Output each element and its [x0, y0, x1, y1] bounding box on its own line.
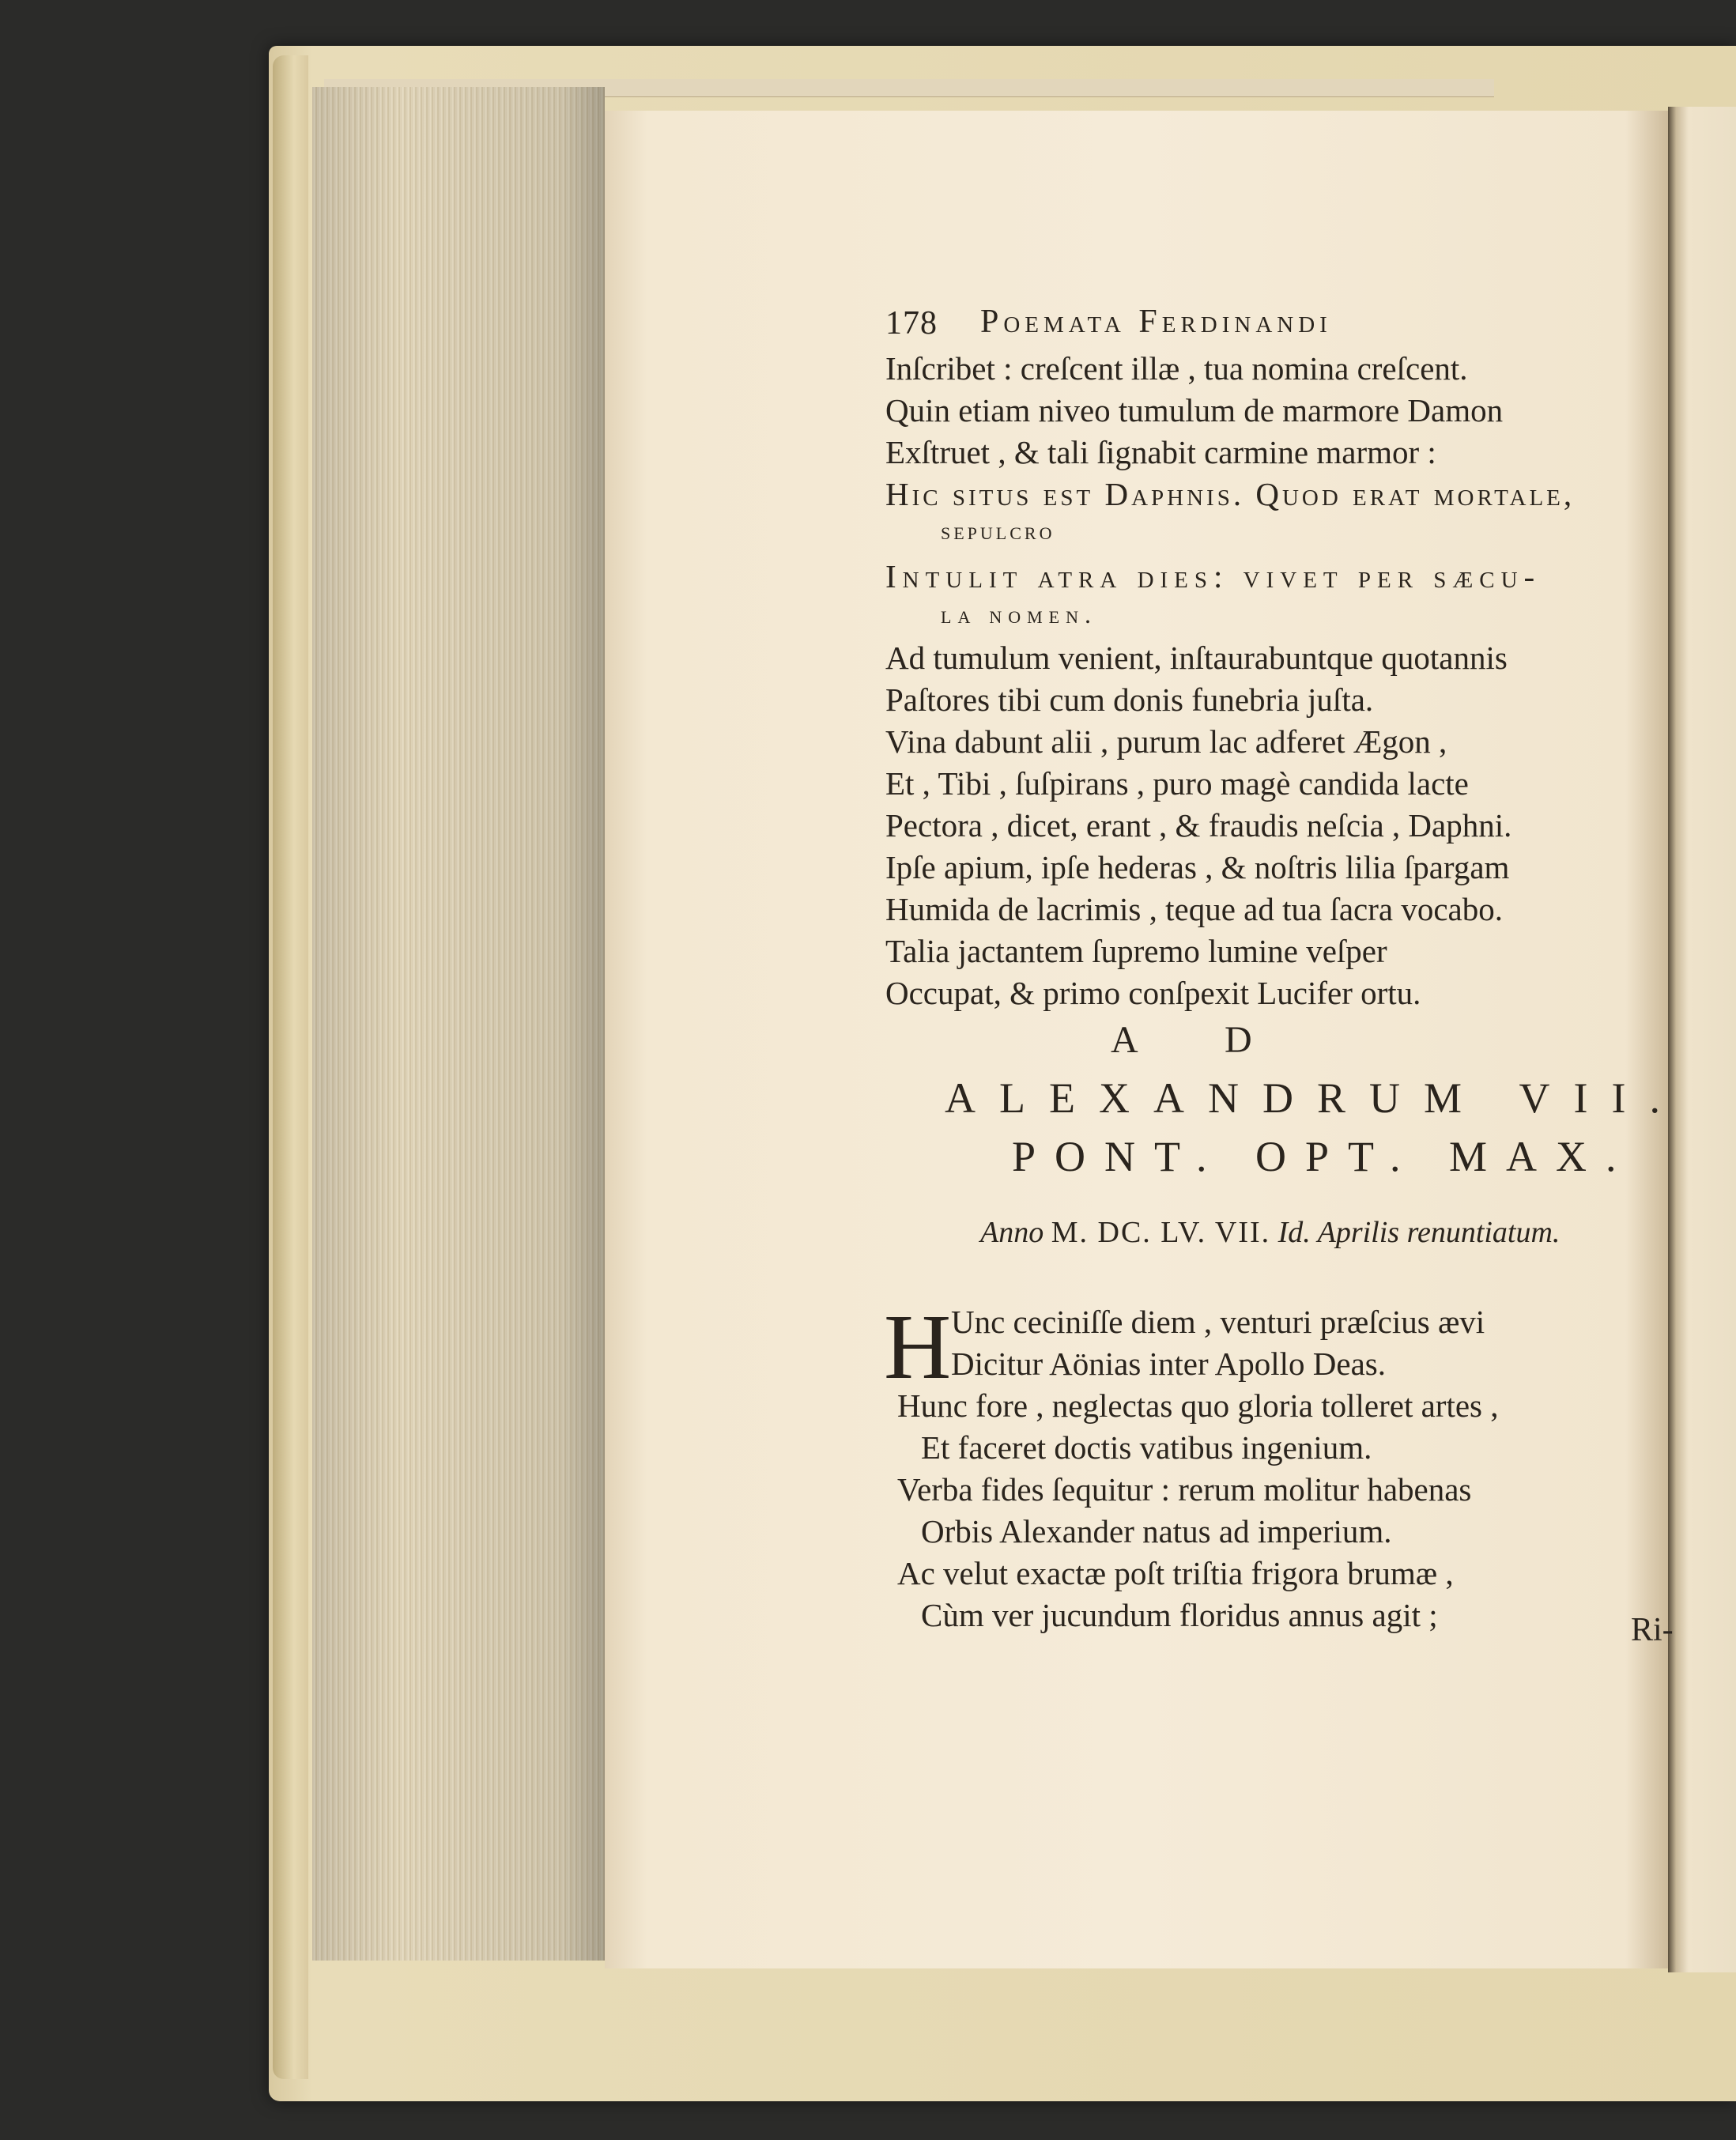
verse-line: Unc ceciniſſe diem , venturi præſcius ævi	[951, 1304, 1485, 1340]
verse-line: Talia jactantem ſupremo lumine veſper	[885, 933, 1387, 969]
verse-line: Hunc fore , neglectas quo gloria tolleret artes ,	[897, 1387, 1499, 1424]
page-fore-edge-shade	[312, 87, 605, 1961]
verse-line: Vina dabunt alii , purum lac adferet Ægon ,	[885, 723, 1447, 760]
book-page	[605, 111, 1684, 1968]
poem-heading-name: ALEXANDRUM VII.	[945, 1074, 1684, 1122]
facing-page-edge	[1668, 107, 1736, 1972]
vellum-binding-edge	[273, 55, 308, 2079]
catchword: Ri-	[1631, 1612, 1674, 1648]
verse-line: Paſtores tibi cum donis funebria juſta.	[885, 681, 1374, 718]
poem-heading-title: PONT. OPT. MAX.	[1012, 1133, 1636, 1180]
epitaph-line: sepulcro	[941, 516, 1055, 545]
verse-line: Orbis Alexander natus ad imperium.	[921, 1513, 1392, 1549]
verse-line: Inſcribet : creſcent illæ , tua nomina creſcent.	[885, 350, 1468, 387]
verse-line: Exſtruet , & tali ſignabit carmine marmor :	[885, 434, 1436, 470]
running-head: Poemata Ferdinandi	[980, 304, 1332, 340]
page-number: 178	[885, 305, 938, 342]
drop-cap: H	[884, 1295, 952, 1398]
epitaph-line: Hic situs est Daphnis. Quod erat mortale,	[885, 476, 1576, 512]
verse-line: Verba fides ſequitur : rerum molitur habenas	[897, 1471, 1472, 1508]
verse-line: Cùm ver jucundum floridus annus agit ;	[921, 1597, 1438, 1633]
subtitle-date: Id. Aprilis renuntiatum.	[1277, 1216, 1561, 1249]
verse-line: Dicitur Aönias inter Apollo Deas.	[951, 1346, 1386, 1382]
verse-line: Ad tumulum venient, inſtaurabuntque quotannis	[885, 640, 1508, 676]
poem-heading-ad: A D	[1111, 1019, 1292, 1061]
verse-line: Humida de lacrimis , teque ad tua ſacra vocabo.	[885, 891, 1503, 927]
epitaph-line: la nomen.	[941, 600, 1097, 628]
verse-line: Ipſe apium, ipſe hederas , & noſtris lilia ſpargam	[885, 849, 1510, 885]
epitaph-line: Intulit atra dies: vivet per sæcu-	[885, 558, 1542, 594]
verse-line: Ac velut exactæ poſt triſtia frigora brumæ ,	[897, 1555, 1454, 1591]
verse-line: Et , Tibi , ſuſpirans , puro magè candida lacte	[885, 765, 1469, 802]
verse-line: Occupat, & primo conſpexit Lucifer ortu.	[885, 975, 1421, 1011]
verse-line: Pectora , dicet, erant , & fraudis neſcia , Daphni.	[885, 807, 1512, 844]
subtitle-anno: Anno	[980, 1216, 1044, 1249]
subtitle-year: M. DC. LV. VII.	[1051, 1216, 1271, 1249]
verse-line: Quin etiam niveo tumulum de marmore Damon	[885, 392, 1504, 428]
verse-line: Et faceret doctis vatibus ingenium.	[921, 1429, 1372, 1466]
poem-subtitle	[980, 1215, 1560, 1250]
